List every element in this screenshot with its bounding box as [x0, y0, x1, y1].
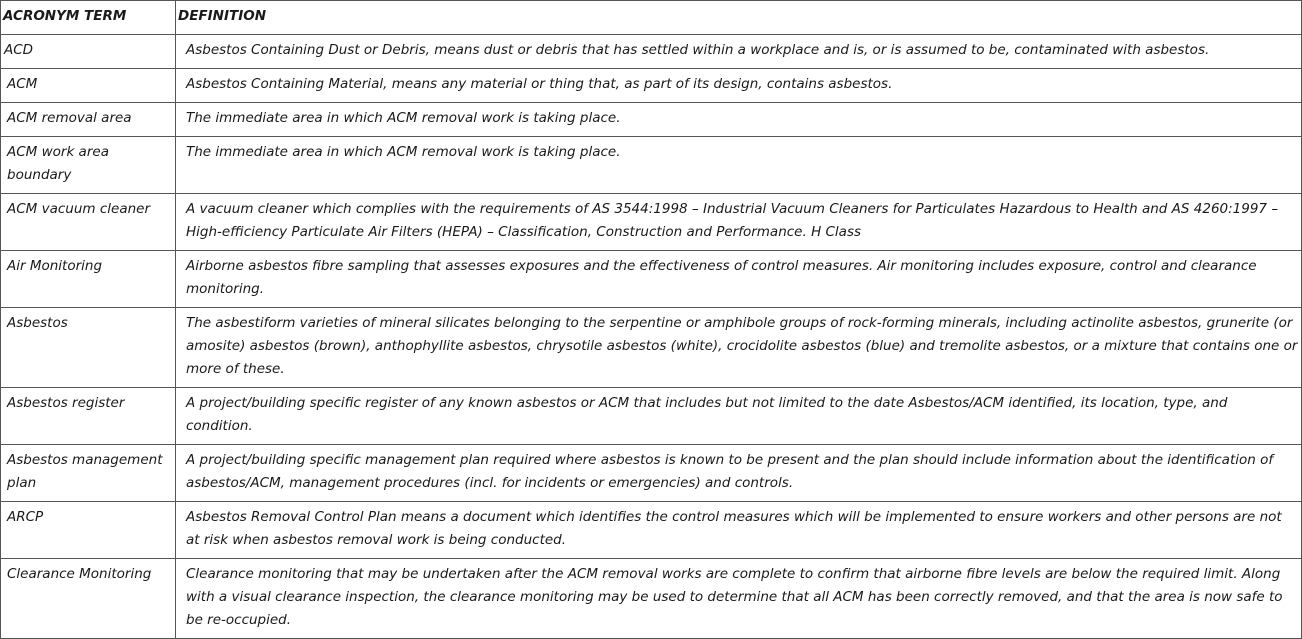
table-row: [1, 103, 1302, 137]
definition-cell: Asbestos Containing Material, means any material or thing that, as part of its design, contains asbestos.: [176, 69, 1302, 103]
table-row: [1, 445, 1302, 502]
term-cell: ACM: [1, 69, 176, 103]
term-cell: Asbestos: [1, 308, 176, 388]
term-cell: ACM work area boundary: [1, 137, 176, 194]
table-row: [1, 137, 1302, 194]
table-row: [1, 69, 1302, 103]
definition-cell: The asbestiform varieties of mineral silicates belonging to the serpentine or amphibole groups of rock-forming minerals, including actinolite asbestos, grunerite (or amosite) asbestos (brown), anthophyllite asbestos, chrysotile asbestos (white), crocidolite asbestos (blue) and tremolite asbestos, or a mixture that contains one or more of these.: [176, 308, 1302, 388]
definition-cell: A project/building specific management plan required where asbestos is known to be present and the plan should include information about the identification of asbestos/ACM, management procedures (incl. for incidents or emergencies) and controls.: [176, 445, 1302, 502]
term-cell: Air Monitoring: [1, 251, 176, 308]
definition-cell: Asbestos Containing Dust or Debris, means dust or debris that has settled within a workplace and is, or is assumed to be, contaminated with asbestos.: [176, 35, 1302, 69]
header-definition: DEFINITION: [176, 1, 1302, 35]
table-row: [1, 251, 1302, 308]
definition-cell: The immediate area in which ACM removal work is taking place.: [176, 103, 1302, 137]
term-cell: ACM vacuum cleaner: [1, 194, 176, 251]
definition-cell: The immediate area in which ACM removal work is taking place.: [176, 137, 1302, 194]
term-cell: ARCP: [1, 502, 176, 559]
definition-cell: Clearance monitoring that may be undertaken after the ACM removal works are complete to confirm that airborne fibre levels are below the required limit. Along with a visual clearance inspection, the clearance monitoring may be used to determine that all ACM has been correctly removed, and that the area is now safe to be re-occupied.: [176, 559, 1302, 639]
term-cell: Asbestos register: [1, 388, 176, 445]
term-cell: ACM removal area: [1, 103, 176, 137]
term-cell: Clearance Monitoring: [1, 559, 176, 639]
header-acronym-term: ACRONYM TERM: [1, 1, 176, 35]
table-row: [1, 194, 1302, 251]
definition-cell: Asbestos Removal Control Plan means a document which identifies the control measures which will be implemented to ensure workers and other persons are not at risk when asbestos removal work is being conducted.: [176, 502, 1302, 559]
definition-cell: Airborne asbestos fibre sampling that assesses exposures and the effectiveness of control measures. Air monitoring includes exposure, control and clearance monitoring.: [176, 251, 1302, 308]
table-row: [1, 559, 1302, 639]
definition-cell: A project/building specific register of any known asbestos or ACM that includes but not limited to the date Asbestos/ACM identified, its location, type, and condition.: [176, 388, 1302, 445]
table-row: [1, 308, 1302, 388]
table-row: [1, 502, 1302, 559]
table-row: [1, 35, 1302, 69]
definition-cell: A vacuum cleaner which complies with the requirements of AS 3544:1998 – Industrial Vacuum Cleaners for Particulates Hazardous to Health and AS 4260:1997 – High-efficiency Particulate Air Filters (HEPA) – Classification, Construction and Performance. H Class: [176, 194, 1302, 251]
term-cell: ACD: [1, 35, 176, 69]
table-row: [1, 388, 1302, 445]
term-cell: Asbestos management plan: [1, 445, 176, 502]
header-row: [1, 1, 1302, 35]
